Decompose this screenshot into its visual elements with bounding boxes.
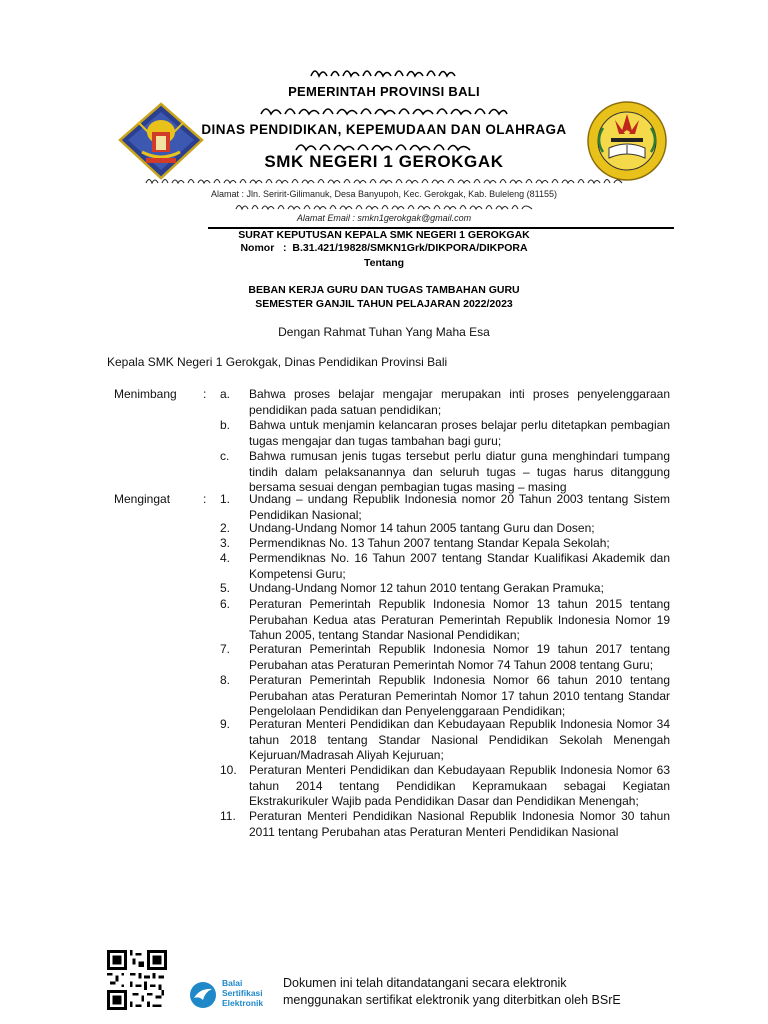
section-label-mengingat: Mengingat xyxy=(114,492,171,506)
mengingat-item xyxy=(220,673,670,720)
bali-province-emblem-icon xyxy=(118,102,204,180)
decree-subject-line-1: BEBAN KERJA GURU DAN TUGAS TAMBAHAN GURU xyxy=(248,284,520,296)
mengingat-item xyxy=(220,597,670,644)
item-marker: b. xyxy=(220,418,231,432)
decree-number: Nomor : B.31.421/19828/SMKN1Grk/DIKPORA/DIKPORA xyxy=(240,242,528,254)
mengingat-item xyxy=(220,581,670,597)
letterhead-school-name: SMK NEGERI 1 GEROKGAK xyxy=(264,152,504,171)
menimbang-item xyxy=(220,418,670,449)
opening-phrase: Dengan Rahmat Tuhan Yang Maha Esa xyxy=(278,325,490,339)
item-text: Peraturan Pemerintah Republik Indonesia Nomor 19 tahun 2017 tentang Perubahan atas Peraturan Pemerintah Nomor 74 Tahun 2008 tentang Guru; xyxy=(249,642,670,672)
decree-subject-line-2: SEMESTER GANJIL TAHUN PELAJARAN 2022/2023 xyxy=(255,298,513,310)
esign-notice-line-2: menggunakan sertifikat elektronik yang diterbitkan oleh BSrE xyxy=(283,993,621,1007)
item-marker: 4. xyxy=(220,551,231,565)
letterhead-agency: DINAS PENDIDIKAN, KEPEMUDAAN DAN OLAHRAGA xyxy=(201,122,567,137)
item-text: Peraturan Menteri Pendidikan Nasional Republik Indonesia Nomor 30 tahun 2011 tentang Perubahan atas Peraturan Menteri Pendidikan Nasional xyxy=(249,809,670,839)
item-text: Peraturan Menteri Pendidikan dan Kebudayaan Republik Indonesia Nomor 34 tahun 2018 tentang Standar Nasional Pendidikan Sekolah Menengah Kejuruan/Madrasah Aliyah Kejuruan; xyxy=(249,717,670,762)
item-text: Permendiknas No. 13 Tahun 2007 tentang Standar Kepala Sekolah; xyxy=(249,536,610,550)
item-text: Bahwa rumusan jenis tugas tersebut perlu diatur guna menghindari tumpang tindih dalam pelaksanannya dan seluruh tugas – tugas harus ditanggung bersama sesuai dengan pembagian tugas masing – masing xyxy=(249,449,670,494)
item-text: Bahwa proses belajar mengajar merupakan inti proses penyelenggaraan pendidikan pada satuan pendidikan; xyxy=(249,387,670,417)
item-text: Peraturan Pemerintah Republik Indonesia Nomor 13 tahun 2015 tentang Perubahan Kedua atas Peraturan Pemerintah Republik Indonesia Nomor 19 Tahun 2005, tentang Standar Nasional Pendidikan; xyxy=(249,597,670,642)
item-marker: 8. xyxy=(220,673,231,687)
mengingat-item xyxy=(220,492,670,523)
smk-school-emblem-icon xyxy=(585,100,669,182)
letterhead-address: Alamat : Jln. Seririt-Gilimanuk, Desa Banyupoh, Kec. Gerokgak, Kab. Buleleng (81155) xyxy=(210,189,557,199)
item-marker: 5. xyxy=(220,581,231,595)
decree-issuer: Kepala SMK Negeri 1 Gerokgak, Dinas Pendidikan Provinsi Bali xyxy=(107,355,448,369)
bsre-logo-text-line: Sertifikasi xyxy=(222,988,263,998)
item-text: Bahwa untuk menjamin kelancaran proses belajar perlu ditetapkan pembagian tugas mengajar dan tugas tambahan bagi guru; xyxy=(249,418,670,448)
item-marker: 2. xyxy=(220,521,231,535)
balinese-script-line-5 xyxy=(0,200,768,214)
item-marker: c. xyxy=(220,449,230,463)
section-colon: : xyxy=(203,492,207,506)
mengingat-item xyxy=(220,551,670,582)
mengingat-item xyxy=(220,809,670,840)
decree-about-label: Tentang xyxy=(363,257,405,269)
decree-title: SURAT KEPUTUSAN KEPALA SMK NEGERI 1 GEROKGAK xyxy=(238,229,530,241)
item-marker: 6. xyxy=(220,597,231,611)
item-marker: 11. xyxy=(220,809,236,823)
mengingat-item xyxy=(220,717,670,764)
qr-code-icon xyxy=(107,950,167,1010)
bsre-bird-icon xyxy=(188,980,218,1010)
menimbang-item xyxy=(220,449,670,496)
mengingat-item xyxy=(220,521,670,537)
section-label-menimbang: Menimbang xyxy=(114,387,177,401)
item-text: Peraturan Menteri Pendidikan dan Kebudayaan Republik Indonesia Nomor 63 tahun 2014 tentang Pendidikan Kepramukaan sebagai Kegiatan Ekstrakurikuler Wajib pada Pendidikan Dasar dan Pendidikan Menengah; xyxy=(249,763,670,808)
item-marker: 3. xyxy=(220,536,231,550)
mengingat-item xyxy=(220,536,670,552)
item-marker: 9. xyxy=(220,717,231,731)
item-text: Undang – undang Republik Indonesia nomor 20 Tahun 2003 tentang Sistem Pendidikan Nasional; xyxy=(249,492,670,522)
item-marker: 10. xyxy=(220,763,237,777)
section-colon: : xyxy=(203,387,207,401)
mengingat-item xyxy=(220,642,670,673)
item-text: Peraturan Pemerintah Republik Indonesia Nomor 66 tahun 2010 tentang Perubahan atas Peraturan Pemerintah Nomor 17 tahun 2010 tentang Standar Pengelolaan Pendidikan dan Penyelenggaraan Pendidikan; xyxy=(249,673,670,718)
menimbang-item xyxy=(220,387,670,418)
mengingat-item xyxy=(220,763,670,810)
item-text: Undang-Undang Nomor 14 tahun 2005 tantang Guru dan Dosen; xyxy=(249,521,595,535)
item-marker: a. xyxy=(220,387,231,401)
item-marker: 7. xyxy=(220,642,231,656)
item-marker: 1. xyxy=(220,492,231,506)
letterhead-province: PEMERINTAH PROVINSI BALI xyxy=(288,84,480,99)
bsre-logo-text-line: Elektronik xyxy=(222,998,264,1008)
balinese-script-line-1 xyxy=(0,64,768,78)
item-text: Undang-Undang Nomor 12 tahun 2010 tentang Gerakan Pramuka; xyxy=(249,581,604,595)
bsre-logo xyxy=(188,977,278,1011)
item-text: Permendiknas No. 16 Tahun 2007 tentang Standar Kualifikasi Akademik dan Kompetensi Guru; xyxy=(249,551,670,581)
bsre-logo-text-line: Balai xyxy=(222,978,243,988)
esign-notice-line-1: Dokumen ini telah ditandatangani secara elektronik xyxy=(283,976,567,990)
letterhead-email: Alamat Email : smkn1gerokgak@gmail.com xyxy=(296,213,472,223)
